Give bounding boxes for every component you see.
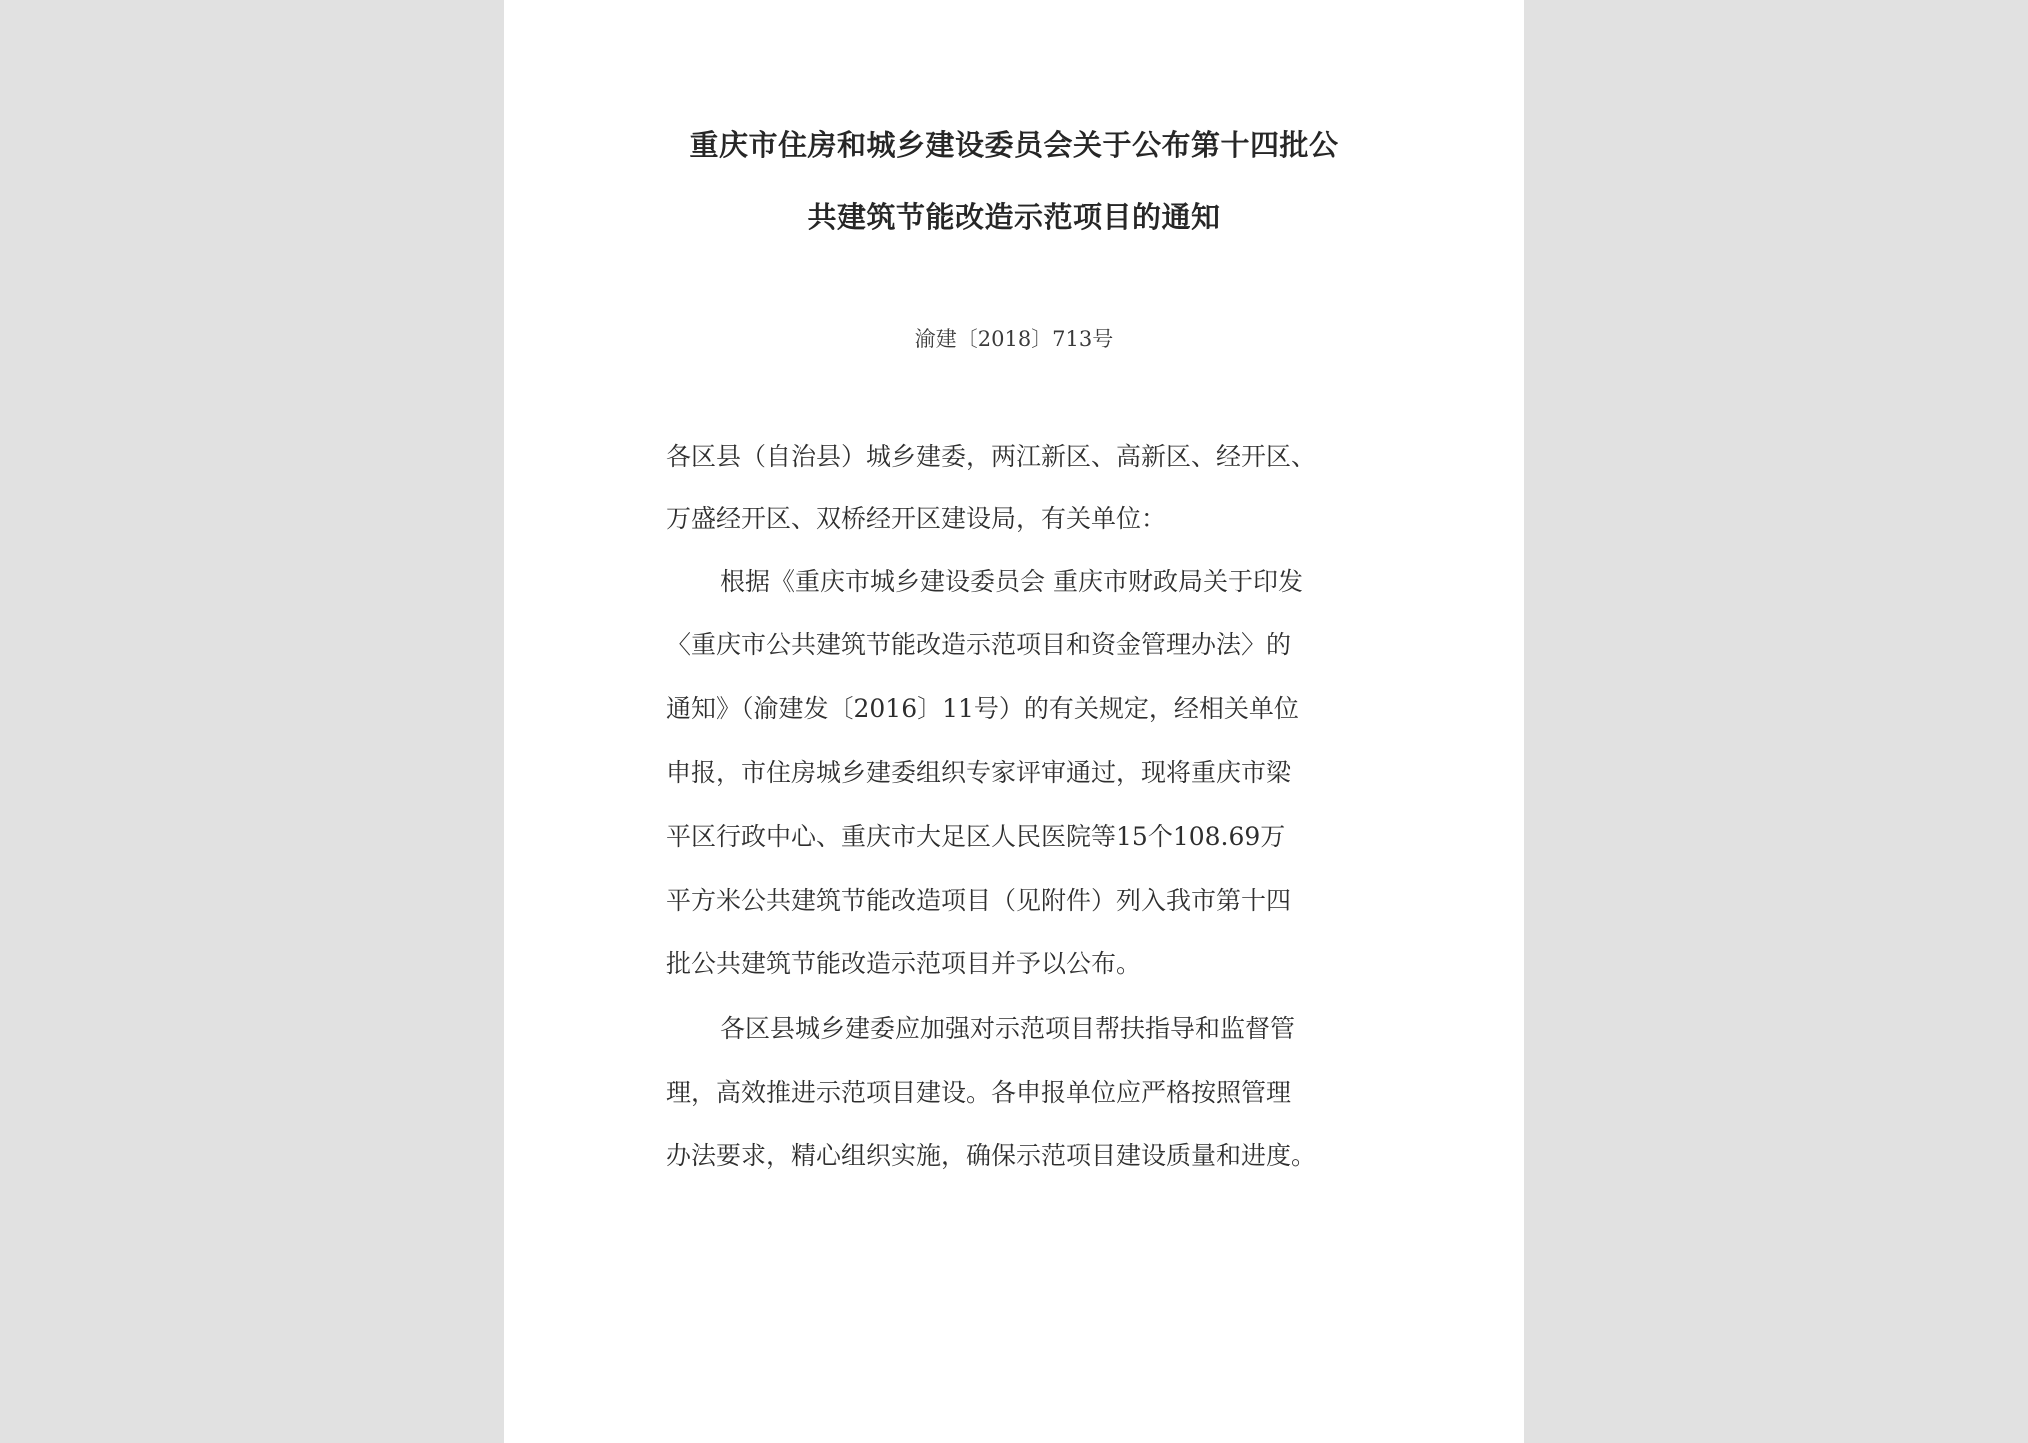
paragraph-1-line-7: 批公共建筑节能改造示范项目并予以公布。 [666,949,1142,978]
addressee-line-2: 万盛经开区、双桥经开区建设局，有关单位： [666,504,1167,533]
paragraph-1-line-2: 〈重庆市公共建筑节能改造示范项目和资金管理办法〉的 [666,630,1292,659]
document-page [504,0,1524,1443]
addressee-line-1: 各区县（自治县）城乡建委，两江新区、高新区、经开区、 [666,442,1317,471]
paragraph-1-line-5: 平区行政中心、重庆市大足区人民医院等15个108.69万 [666,822,1286,851]
document-title-line-1: 重庆市住房和城乡建设委员会关于公布第十四批公 [689,128,1339,162]
paragraph-1-line-6: 平方米公共建筑节能改造项目（见附件）列入我市第十四 [666,886,1292,915]
paragraph-2-line-1: 各区县城乡建委应加强对示范项目帮扶指导和监督管 [720,1014,1296,1043]
paragraph-2-line-2: 理，高效推进示范项目建设。各申报单位应严格按照管理 [666,1078,1292,1107]
paragraph-1-line-3: 通知》（渝建发〔2016〕11号）的有关规定，经相关单位 [666,694,1299,723]
paragraph-1-line-4: 申报，市住房城乡建委组织专家评审通过，现将重庆市梁 [666,758,1292,787]
paragraph-2-line-3: 办法要求，精心组织实施，确保示范项目建设质量和进度。 [666,1141,1317,1170]
paragraph-1-line-1: 根据《重庆市城乡建设委员会 重庆市财政局关于印发 [720,567,1303,596]
document-number: 渝建〔2018〕713号 [914,327,1114,351]
document-title-line-2: 共建筑节能改造示范项目的通知 [807,200,1221,234]
